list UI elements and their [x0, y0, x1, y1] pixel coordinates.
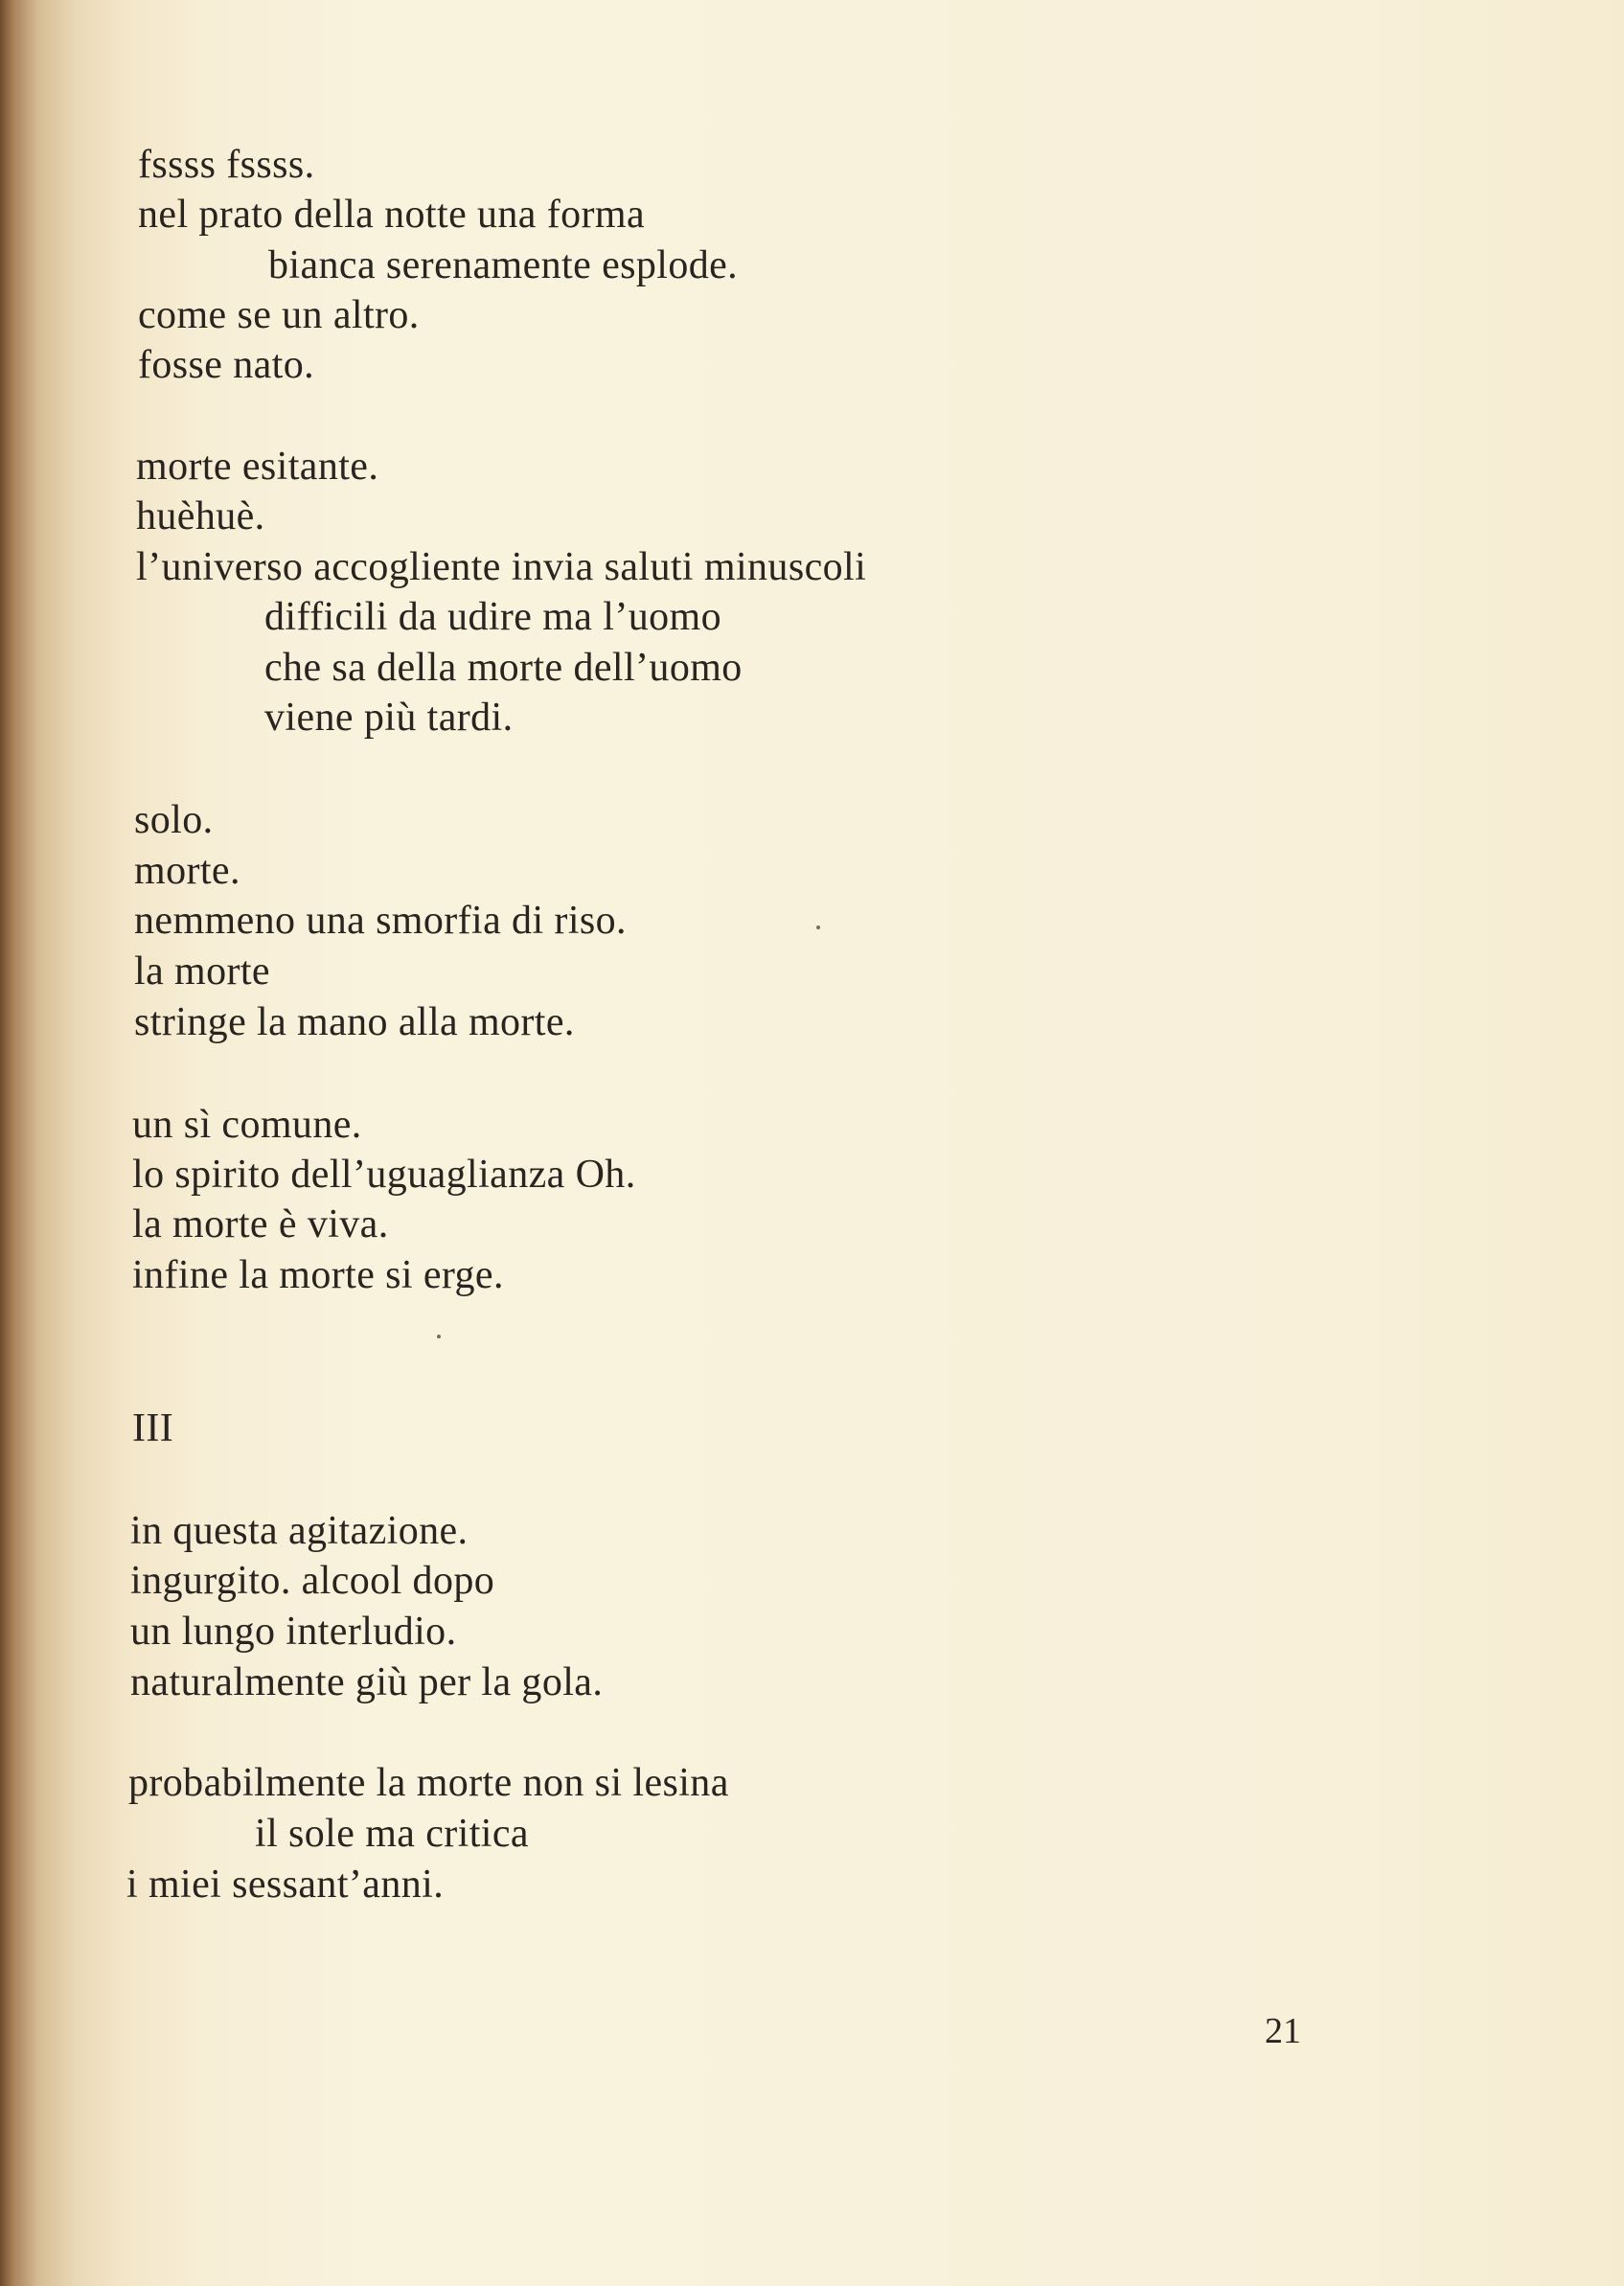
poem-line: fssss fssss.: [138, 143, 315, 187]
paper-speck: [816, 926, 820, 929]
poem-line: huèhuè.: [136, 494, 265, 538]
poem-line: probabilmente la morte non si lesina: [128, 1761, 729, 1805]
page-number: 21: [1265, 2011, 1301, 2051]
section-heading: III: [132, 1406, 174, 1451]
poem-line-indented: viene più tardi.: [264, 696, 514, 740]
poem-line: lo spirito dell’uguaglianza Oh.: [132, 1153, 636, 1197]
poem-line: morte.: [134, 849, 240, 893]
poem-line: un sì comune.: [132, 1103, 362, 1147]
poem-line: l’universo accogliente invia saluti minuscoli: [136, 545, 867, 589]
poem-line-indented: bianca serenamente esplode.: [268, 243, 739, 287]
poem-line: solo.: [134, 798, 214, 842]
poem-line: la morte: [134, 949, 270, 994]
poem-line: fosse nato.: [138, 343, 315, 387]
poem-line: nemmeno una smorfia di riso.: [134, 899, 627, 943]
poem-line: in questa agitazione.: [130, 1509, 469, 1553]
poem-line-indented: il sole ma critica: [255, 1812, 529, 1856]
paper-speck: [437, 1335, 441, 1338]
poem-line: morte esitante.: [136, 445, 379, 489]
poem-line-indented: che sa della morte dell’uomo: [264, 646, 743, 690]
poem-line: ingurgito. alcool dopo: [130, 1559, 495, 1603]
poem-line: la morte è viva.: [132, 1202, 389, 1246]
poem-line: i miei sessant’anni.: [126, 1863, 445, 1907]
poem-line: come se un altro.: [138, 293, 420, 337]
poem-line: nel prato della notte una forma: [138, 193, 646, 237]
poem-line: infine la morte si erge.: [132, 1253, 504, 1297]
poem-line: stringe la mano alla morte.: [134, 1000, 575, 1044]
poem-line: un lungo interludio.: [130, 1610, 457, 1654]
poem-line: naturalmente giù per la gola.: [130, 1660, 604, 1704]
poem-line-indented: difficili da udire ma l’uomo: [264, 595, 721, 639]
